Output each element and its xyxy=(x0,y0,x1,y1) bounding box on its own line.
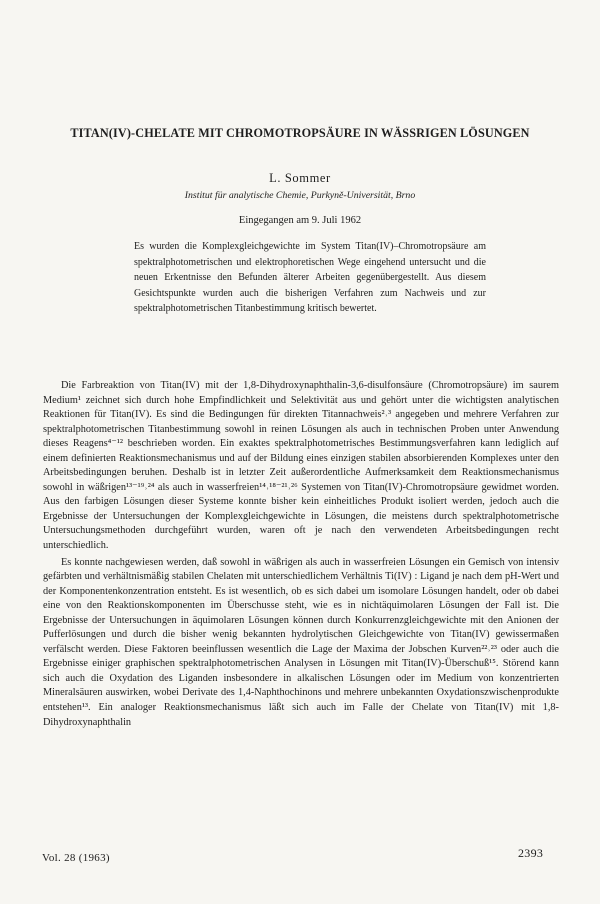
author-name: L. Sommer xyxy=(269,171,331,185)
body-paragraph-1: Die Farbreaktion von Titan(IV) mit der 1,8-Dihydroxynaphthalin-3,6-disulfonsäure (Chromotropsäure) im saurem Medium¹ zeichnet sich durch hohe Empfindlichkeit und Selektivität aus und gehört unter die wichtigsten analytischen Reaktionen für Titan(IV). Es sind die Bedingungen für direkten Titannachweis²˒³ angegeben und mehrere Verfahren zur spektralphotometrischen Titanbestimmung sowohl in reinen Lösungen als auch in technischen Proben unter Anwendung dieses Reagens⁴⁻¹² beschrieben worden. Ein exaktes spektralphotometrisches Bestimmungsverfahren kann lediglich auf einem definierten Reaktionsmechanismus und auf der Bildung eines einzigen stabilen absorbierenden Komplexes unter den Arbeitsbedingungen beruhen. Deshalb ist in letzter Zeit außerordentliche Aufmerksamkeit dem Reaktionsmechanismus sowohl in wäßrigen¹³⁻¹⁹˒²⁴ als auch in wasserfreien¹⁴˒¹⁸⁻²¹˒²⁶ Systemen von Titan(IV)-Chromotropsäure gewidmet worden. Aus den farbigen Lösungen dieser Systeme konnte bisher kein einheitliches Produkt isoliert werden, jedoch auch die Ergebnisse der Untersuchungen der Komplexgleichgewichte in Lösungen, die meistens durch spektralphotometrische Untersuchungsmethoden durchgeführt wurden, waren oft je nach den verwendeten Arbeitsbedingungen recht unterschiedlich. xyxy=(43,380,559,552)
volume-info: Vol. 28 (1963) xyxy=(42,852,110,864)
article-title: TITAN(IV)-CHELATE MIT CHROMOTROPSÄURE IN WÄSSRIGEN LÖSUNGEN xyxy=(70,126,530,140)
received-date: Eingegangen am 9. Juli 1962 xyxy=(238,215,362,226)
article-body xyxy=(43,379,559,730)
author-affiliation: Institut für analytische Chemie, Purkyně-Universität, Brno xyxy=(184,190,416,201)
page-number: 2393 xyxy=(518,846,544,860)
abstract: Es wurden die Komplexgleichgewichte im System Titan(IV)–Chromotropsäure am spektralphotometrischen und elektrophoretischen Wege eingehend untersucht und die neuen Erkentnisse den Befunden älterer Arbeiten gegenübergestellt. Aus diesem Gesichtspunkte wurden auch die bisherigen Verfahren zum Nachweis und zur spektralphotometrischen Titanbestimmung kritisch bewertet. xyxy=(134,241,486,315)
body-paragraph-2: Es konnte nachgewiesen werden, daß sowohl in wäßrigen als auch in wasserfreien Lösungen ein Gemisch von intensiv gefärbten und verhältnismäßig stabilen Chelaten mit unterschiedlichem Verhältnis Ti(IV) : Ligand je nach dem pH-Wert und der Komponentenkonzentration entsteht. Es ist wesentlich, ob es sich dabei um isomolare Lösungen handelt, oder ob dabei eine von den Reaktionskomponenten im Überschusse steht, wie es in nichtäquimolaren Lösungen der Fall ist. Die Ergebnisse der Untersuchungen in äquimolaren Lösungen können durch Konkurrenzgleichgewichte mit den Anionen der Pufferlösungen und durch die bisher wenig bekannten hydrolytischen Gleichgewichte von Titan(IV) gewissermaßen verfälscht werden. Diese Faktoren beeinflussen wesentlich die Lage der Maxima der Jobschen Kurven²²˒²³ oder auch die Ergebnisse einiger graphischen spektralphotometrischen Analysen in Lösungen mit Titan(IV)-Überschuß¹⁵. Störend kann sich auch die Oxydation des Liganden insbesondere in alkalischen Lösungen oder im Medium von konzentrierten Mineralsäuren auswirken, wobei Derivate des 1,4-Naphthochinons und mehrere unbekannten Oxydationszwischenprodukte entstehen¹³. Ein analoger Reaktionsmechanismus läßt sich auch im Falle der Chelate von Titan(IV) mit 1,8-Dihydroxynaphthalin xyxy=(43,556,559,728)
